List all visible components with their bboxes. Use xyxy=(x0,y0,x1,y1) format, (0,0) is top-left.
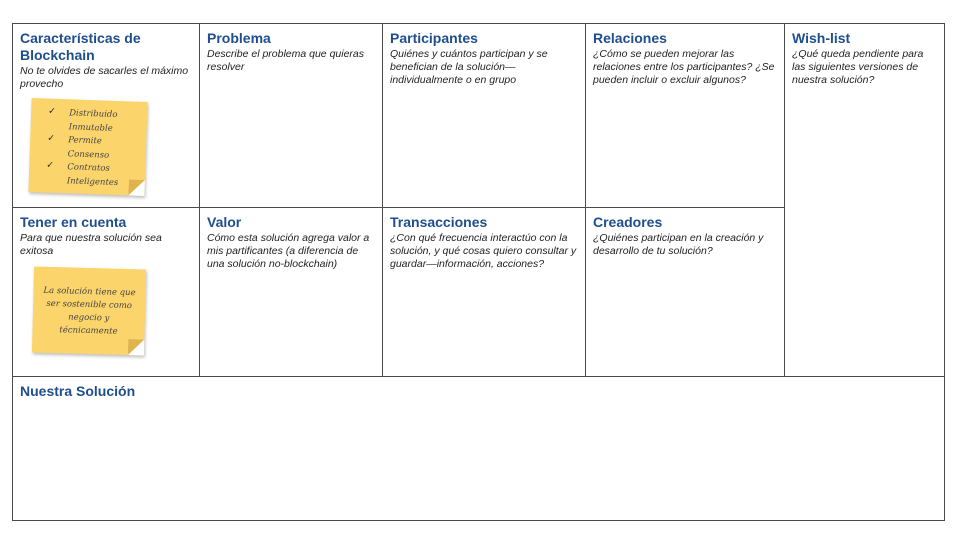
cell-title: Creadores xyxy=(593,214,663,230)
cell-description: ¿Quiénes participan en la creación y desarrollo de tu solución? xyxy=(593,232,764,257)
cell-description: Para que nuestra solución sea exitosa xyxy=(20,232,162,257)
page-fold-icon xyxy=(128,179,145,196)
cell-valor xyxy=(199,207,383,377)
cell-description: Quiénes y cuántos participan y se benefician de la solución—individualmente o en grupo xyxy=(390,48,548,86)
cell-creadores xyxy=(585,207,785,377)
list-item: Inteligentes xyxy=(66,175,119,188)
list-item: ✓ Distribuido xyxy=(48,106,118,121)
cell-caracteristicas-blockchain xyxy=(12,23,200,208)
cell-description: ¿Con qué frecuencia interactúo con la solución, y qué cosas quiero consultar y guardar—información, acciones? xyxy=(390,232,577,270)
cell-title: Relaciones xyxy=(593,30,667,46)
sticky-note-sostenible xyxy=(32,267,146,356)
cell-problema xyxy=(199,23,383,208)
cell-nuestra-solucion xyxy=(12,376,945,521)
cell-relaciones xyxy=(585,23,785,208)
cell-title: Características de Blockchain xyxy=(20,30,141,63)
feature-list xyxy=(46,106,142,191)
list-item: ✓ Permite Consenso xyxy=(47,133,110,161)
cell-title: Problema xyxy=(207,30,271,46)
cell-title: Transacciones xyxy=(390,214,488,230)
check-icon: ✓ xyxy=(46,160,55,171)
cell-title: Valor xyxy=(207,214,242,230)
cell-description: ¿Qué queda pendiente para las siguientes versiones de nuestra solución? xyxy=(792,48,924,86)
cell-description: Cómo esta solución agrega valor a mis partificantes (a diferencia de una solución no-blockchain) xyxy=(207,232,370,270)
sticky-note-features xyxy=(28,98,147,196)
cell-title: Participantes xyxy=(390,30,478,46)
cell-participantes xyxy=(382,23,586,208)
check-icon: ✓ xyxy=(48,106,56,117)
cell-title: Nuestra Solución xyxy=(20,383,136,399)
list-item: Inmutable xyxy=(68,121,113,134)
cell-title: Wish-list xyxy=(792,30,851,46)
sticky-note-text: La solución tiene que ser sostenible como negocio y técnicamente xyxy=(43,285,136,337)
cell-description: No te olvides de sacarles el máximo provecho xyxy=(20,65,189,90)
cell-description: Describe el problema que quieras resolver xyxy=(207,48,365,73)
page-fold-icon xyxy=(128,339,144,355)
cell-title: Tener en cuenta xyxy=(20,214,127,230)
cell-transacciones xyxy=(382,207,586,377)
cell-tener-en-cuenta xyxy=(12,207,200,377)
check-icon: ✓ xyxy=(47,133,55,144)
cell-description: ¿Cómo se pueden mejorar las relaciones entre los participantes? ¿Se pueden incluir o excluir algunos? xyxy=(593,48,775,86)
list-item: ✓ Contratos xyxy=(46,160,110,174)
cell-wish-list xyxy=(784,23,945,377)
